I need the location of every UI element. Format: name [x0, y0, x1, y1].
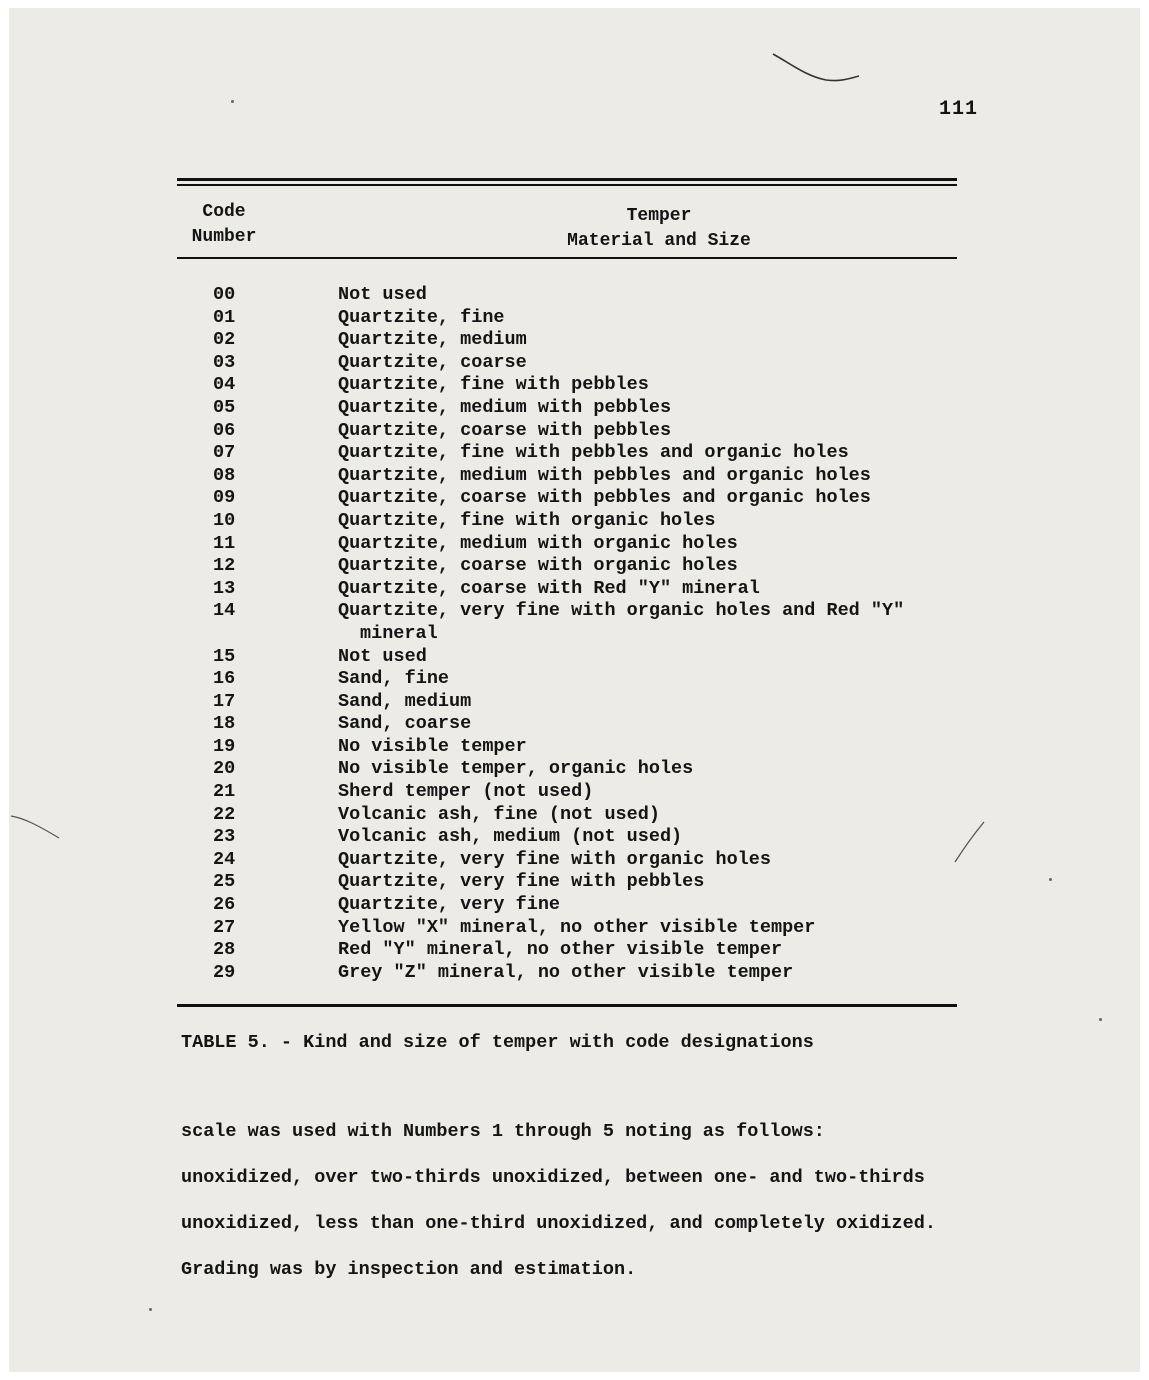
temper-description-text: Sand, medium	[338, 690, 472, 712]
code-number: 24	[213, 848, 236, 870]
temper-description	[338, 555, 941, 578]
speck	[1099, 1018, 1102, 1021]
temper-description-text: Quartzite, medium with organic holes	[338, 532, 738, 554]
table-row	[181, 781, 941, 804]
table-row	[181, 668, 941, 691]
column-header-temper-line1: Temper	[626, 206, 692, 226]
temper-description	[338, 578, 941, 601]
table-row	[181, 849, 941, 872]
code-number: 18	[213, 713, 236, 735]
table-row	[181, 600, 941, 645]
temper-description-text: Sand, fine	[338, 668, 450, 690]
temper-description-text: No visible temper, organic holes	[338, 758, 694, 780]
temper-description	[338, 646, 941, 669]
temper-description-text: Not used	[338, 645, 427, 667]
paragraph-line: unoxidized, less than one-third unoxidized, and completely oxidized.	[181, 1213, 936, 1234]
table-row	[181, 691, 941, 714]
temper-description	[338, 374, 941, 397]
code-number: 28	[213, 939, 236, 961]
temper-description-text: Quartzite, very fine	[338, 894, 561, 916]
header-rule	[177, 257, 957, 259]
code-number: 09	[213, 487, 236, 509]
temper-description-text: Quartzite, very fine with pebbles	[338, 871, 705, 893]
temper-description	[338, 307, 941, 330]
page-number: 111	[939, 98, 979, 121]
temper-description	[338, 939, 941, 962]
code-number: 10	[213, 509, 236, 531]
code-number: 12	[213, 555, 236, 577]
temper-description-text: Quartzite, medium with pebbles	[338, 396, 672, 418]
temper-description	[338, 917, 941, 940]
temper-description	[338, 397, 941, 420]
code-number: 19	[213, 735, 236, 757]
code-number: 03	[213, 351, 236, 373]
table-row	[181, 713, 941, 736]
temper-description	[338, 284, 941, 307]
table-row	[181, 646, 941, 669]
temper-description	[338, 849, 941, 872]
table-row	[181, 329, 941, 352]
pencil-mark	[771, 46, 861, 86]
code-number: 14	[213, 600, 236, 622]
temper-description	[338, 487, 941, 510]
table-row	[181, 736, 941, 759]
code-number: 29	[213, 961, 236, 983]
temper-description-text: Quartzite, fine with organic holes	[338, 509, 716, 531]
temper-description	[338, 465, 941, 488]
temper-description	[338, 533, 941, 556]
temper-description	[338, 758, 941, 781]
temper-description-text: Sherd temper (not used)	[338, 781, 594, 803]
temper-description-text: Quartzite, fine with pebbles and organic holes	[338, 442, 849, 464]
speck	[231, 100, 234, 103]
temper-description	[338, 352, 941, 375]
table-row	[181, 917, 941, 940]
table-top-rule-secondary	[177, 184, 957, 186]
temper-description-text: No visible temper	[338, 735, 527, 757]
table-top-rule	[177, 178, 957, 181]
temper-description	[338, 510, 941, 533]
code-number: 05	[213, 396, 236, 418]
temper-description	[338, 871, 941, 894]
temper-description-text: Quartzite, coarse with Red "Y" mineral	[338, 577, 760, 599]
table-row	[181, 804, 941, 827]
temper-description-text: Volcanic ash, medium (not used)	[338, 826, 683, 848]
temper-description-text: Sand, coarse	[338, 713, 472, 735]
temper-table-body	[181, 284, 941, 984]
code-number: 20	[213, 758, 236, 780]
code-number: 22	[213, 803, 236, 825]
speck	[1049, 878, 1052, 881]
table-row	[181, 510, 941, 533]
table-row	[181, 284, 941, 307]
table-row	[181, 871, 941, 894]
column-header-temper	[469, 204, 849, 254]
code-number: 01	[213, 306, 236, 328]
temper-description-text: Quartzite, fine with pebbles	[338, 374, 649, 396]
temper-description	[338, 804, 941, 827]
code-number: 00	[213, 284, 236, 305]
margin-mark	[9, 808, 69, 848]
code-number: 11	[213, 532, 236, 554]
paragraph-line: unoxidized, over two-thirds unoxidized, between one- and two-thirds	[181, 1167, 925, 1188]
code-number: 06	[213, 419, 236, 441]
code-number: 23	[213, 826, 236, 848]
speck	[149, 1308, 152, 1311]
table-row	[181, 397, 941, 420]
table-row	[181, 894, 941, 917]
table-row	[181, 487, 941, 510]
temper-description	[338, 329, 941, 352]
table-row	[181, 307, 941, 330]
temper-description-text: Grey "Z" mineral, no other visible temper	[338, 961, 794, 983]
temper-description	[338, 420, 941, 443]
document-page	[9, 8, 1140, 1372]
table-row	[181, 962, 941, 985]
code-number: 08	[213, 464, 236, 486]
temper-description-text: Quartzite, coarse with organic holes	[338, 555, 738, 577]
paragraph-line: scale was used with Numbers 1 through 5 noting as follows:	[181, 1121, 825, 1142]
code-number: 04	[213, 374, 236, 396]
temper-description-continuation: mineral	[360, 622, 438, 644]
table-caption: TABLE 5. - Kind and size of temper with code designations	[181, 1032, 814, 1053]
temper-description-text: Quartzite, medium	[338, 329, 527, 351]
table-row	[181, 420, 941, 443]
temper-description-text: Yellow "X" mineral, no other visible temper	[338, 916, 816, 938]
temper-description-text: Quartzite, coarse	[338, 351, 527, 373]
temper-description-text: Volcanic ash, fine (not used)	[338, 803, 660, 825]
table-row	[181, 555, 941, 578]
code-number: 17	[213, 690, 236, 712]
table-row	[181, 758, 941, 781]
column-header-code	[179, 200, 269, 250]
table-row	[181, 374, 941, 397]
temper-description	[338, 442, 941, 465]
temper-description-text: Quartzite, very fine with organic holes and Red "Y"	[338, 600, 905, 622]
column-header-code-line1: Code	[202, 202, 246, 222]
code-number: 13	[213, 577, 236, 599]
code-number: 25	[213, 871, 236, 893]
temper-description-text: Not used	[338, 284, 427, 305]
table-row	[181, 533, 941, 556]
code-number: 15	[213, 645, 236, 667]
body-paragraph	[181, 1120, 981, 1304]
code-number: 26	[213, 894, 236, 916]
temper-description-text: Quartzite, very fine with organic holes	[338, 848, 771, 870]
temper-description	[338, 894, 941, 917]
temper-description	[338, 713, 941, 736]
code-number: 16	[213, 668, 236, 690]
paragraph-line: Grading was by inspection and estimation.	[181, 1259, 637, 1280]
temper-description	[338, 826, 941, 849]
temper-description-text: Quartzite, fine	[338, 306, 505, 328]
table-row	[181, 939, 941, 962]
temper-description	[338, 668, 941, 691]
code-number: 07	[213, 442, 236, 464]
temper-description-text: Quartzite, coarse with pebbles	[338, 419, 672, 441]
temper-description	[338, 600, 941, 645]
table-row	[181, 465, 941, 488]
temper-description-text: Quartzite, medium with pebbles and organic holes	[338, 464, 871, 486]
temper-description	[338, 962, 941, 985]
temper-description	[338, 781, 941, 804]
table-row	[181, 352, 941, 375]
temper-description	[338, 736, 941, 759]
temper-description-text: Quartzite, coarse with pebbles and organic holes	[338, 487, 871, 509]
code-number: 21	[213, 781, 236, 803]
table-row	[181, 442, 941, 465]
table-row	[181, 826, 941, 849]
temper-description	[338, 691, 941, 714]
code-number: 27	[213, 916, 236, 938]
column-header-code-line2: Number	[191, 227, 257, 247]
temper-description-text: Red "Y" mineral, no other visible temper	[338, 939, 783, 961]
margin-mark	[949, 818, 989, 868]
code-number: 02	[213, 329, 236, 351]
table-row	[181, 578, 941, 601]
table-bottom-rule	[177, 1004, 957, 1007]
column-header-temper-line2: Material and Size	[567, 231, 751, 251]
